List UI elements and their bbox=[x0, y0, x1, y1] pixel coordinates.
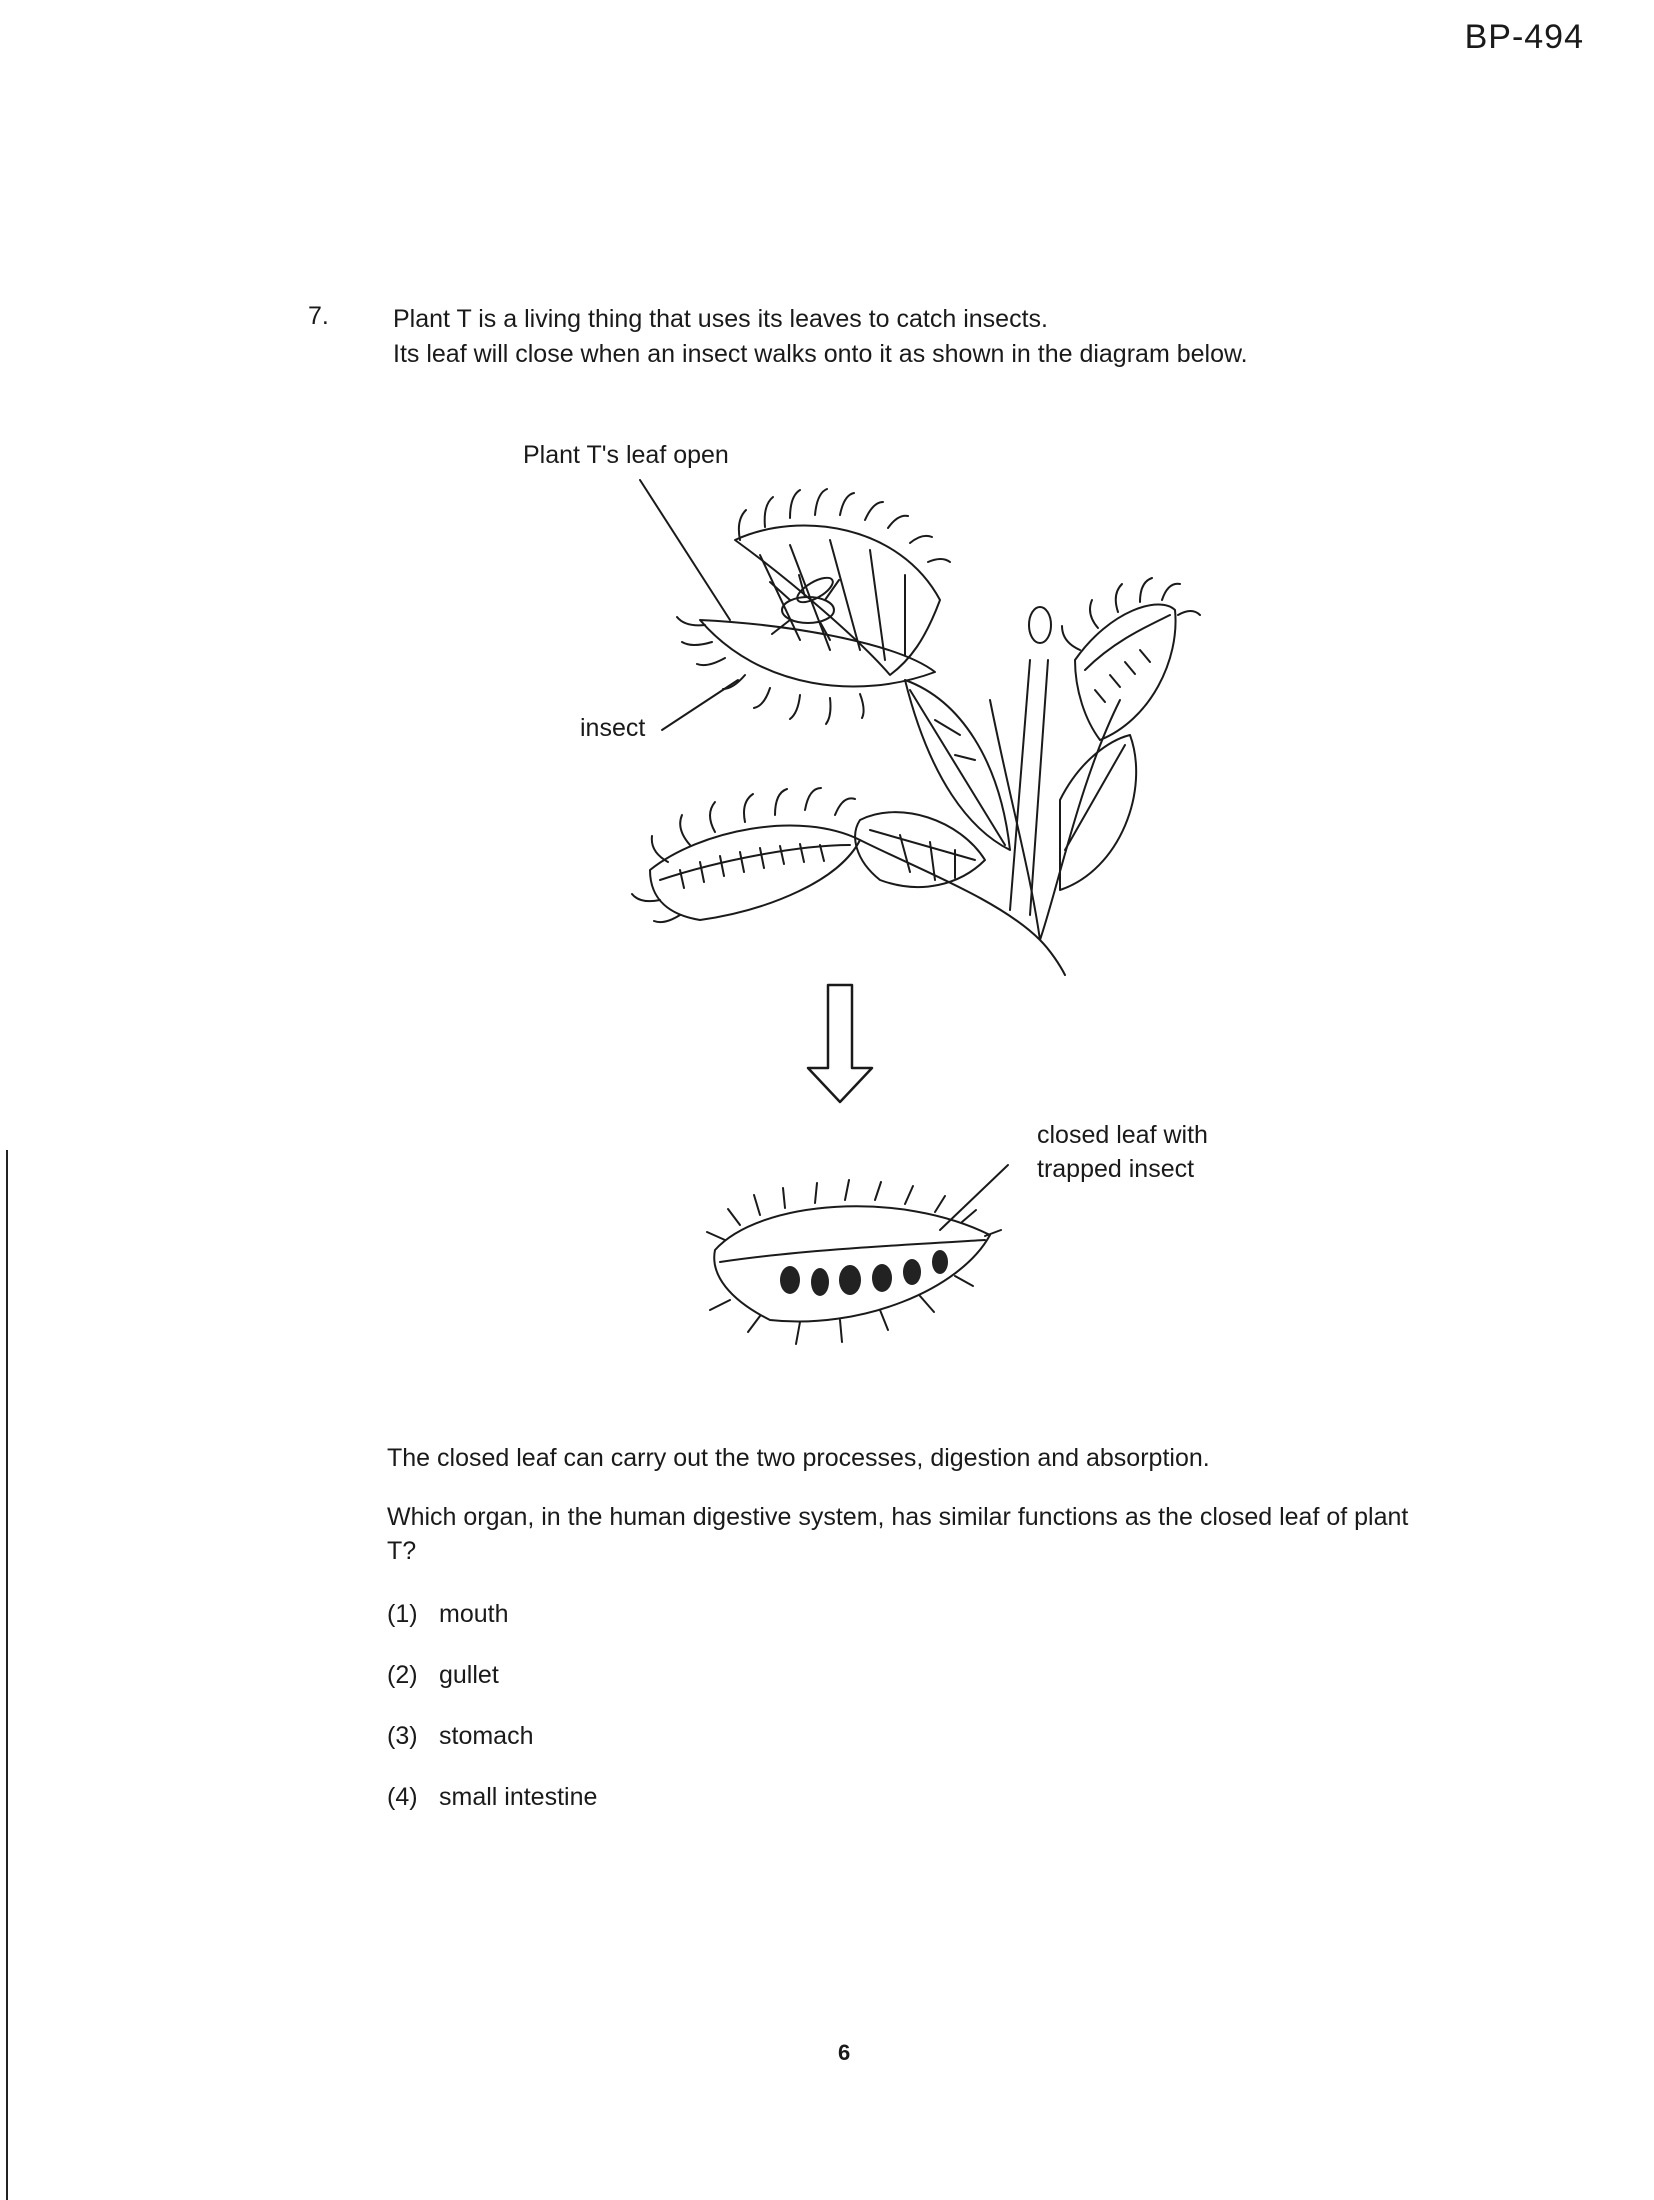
open-trap-upper-lobe bbox=[735, 526, 940, 675]
intro-line-1: Plant T is a living thing that uses its leaves to catch insects. bbox=[393, 305, 1048, 333]
question-statement: The closed leaf can carry out the two processes, digestion and absorption. bbox=[387, 1444, 1210, 1472]
closed-trap bbox=[714, 1206, 990, 1321]
flower-bud bbox=[1029, 607, 1051, 643]
option-3-text: stomach bbox=[439, 1722, 534, 1750]
option-1-text: mouth bbox=[439, 1600, 509, 1628]
trapped-insect-marks bbox=[780, 1250, 948, 1296]
option-4-text: small intestine bbox=[439, 1783, 598, 1811]
upper-right-trap bbox=[1075, 604, 1176, 740]
question-prompt: Which organ, in the human digestive system, has similar functions as the closed leaf of plant T? bbox=[387, 1503, 1409, 1565]
leaf-blade-middle bbox=[905, 680, 1010, 850]
option-3 bbox=[387, 1722, 533, 1751]
option-2-number: (2) bbox=[387, 1661, 418, 1689]
paper-code: BP-494 bbox=[1464, 18, 1584, 56]
option-3-number: (3) bbox=[387, 1722, 418, 1750]
open-trap-lower-lobe bbox=[700, 620, 935, 687]
down-arrow bbox=[808, 985, 872, 1102]
option-4 bbox=[387, 1783, 597, 1812]
question-number: 7. bbox=[308, 302, 329, 330]
label-insect: insect bbox=[580, 714, 646, 742]
option-1 bbox=[387, 1600, 508, 1629]
insect-leader bbox=[662, 680, 738, 730]
label-closed-leaf-line1: closed leaf with bbox=[1037, 1121, 1208, 1149]
page-number: 6 bbox=[838, 2040, 851, 2065]
option-1-number: (1) bbox=[387, 1600, 418, 1628]
open-leaf-leader bbox=[640, 480, 730, 620]
intro-line-2: Its leaf will close when an insect walks onto it as shown in the diagram below. bbox=[393, 340, 1248, 368]
label-open-leaf: Plant T's leaf open bbox=[523, 441, 729, 469]
option-2-text: gullet bbox=[439, 1661, 499, 1689]
label-closed-leaf-line2: trapped insect bbox=[1037, 1155, 1195, 1183]
leaf-blade-lower bbox=[855, 812, 985, 887]
option-4-number: (4) bbox=[387, 1783, 418, 1811]
option-2 bbox=[387, 1661, 499, 1690]
leaf-blade-right bbox=[1060, 735, 1136, 890]
